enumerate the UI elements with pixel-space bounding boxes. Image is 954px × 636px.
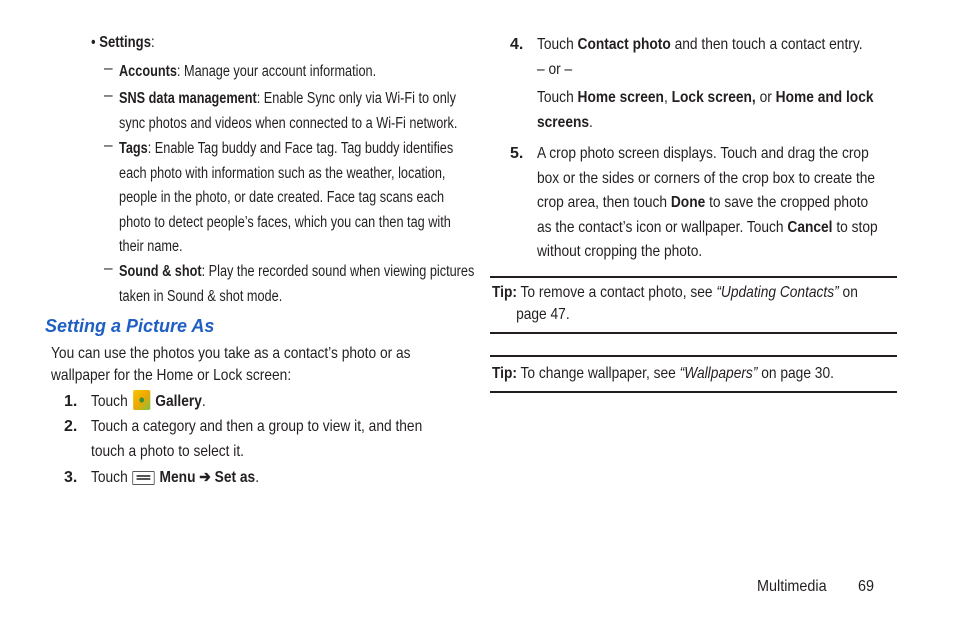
tip-2 bbox=[492, 363, 890, 385]
item-title: Accounts bbox=[119, 63, 177, 80]
tip-text: page 47. bbox=[516, 306, 570, 323]
item-desc-line: taken in Sound & shot mode. bbox=[119, 287, 283, 305]
step-number: 4. bbox=[510, 36, 524, 53]
settings-colon: : bbox=[151, 34, 155, 51]
gallery-icon bbox=[133, 390, 150, 410]
page-number bbox=[858, 578, 876, 596]
dash: – bbox=[104, 137, 113, 154]
done-label: Done bbox=[670, 194, 706, 211]
tip-label: Tip: bbox=[492, 284, 517, 301]
item-desc-line: photo to detect people’s faces, which you can then tag with bbox=[119, 213, 451, 231]
tip-text: To remove a contact photo, see bbox=[516, 284, 717, 301]
item-desc-line: their name. bbox=[119, 238, 183, 255]
lock-screen-label: Lock screen, bbox=[671, 89, 756, 106]
step-text: touch a photo to select it. bbox=[91, 442, 244, 460]
step-text: Touch a category and then a group to view it, and then bbox=[91, 418, 423, 435]
item-desc-line: sync photos and videos when connected to a Wi-Fi network. bbox=[119, 114, 458, 132]
contact-photo-label: Contact photo bbox=[577, 36, 671, 53]
arrow-icon: ➔ bbox=[199, 469, 211, 486]
or-separator: – or – bbox=[537, 60, 573, 78]
item-desc: : Enable Sync only via Wi-Fi to only bbox=[256, 90, 456, 107]
step-text: Touch bbox=[91, 469, 128, 486]
tip-reference: “Wallpapers” bbox=[679, 365, 758, 382]
intro-line: You can use the photos you take as a contact’s photo or as bbox=[51, 345, 411, 362]
item-desc: : Play the recorded sound when viewing pictures bbox=[201, 263, 475, 280]
dash: – bbox=[104, 60, 113, 77]
punct: , bbox=[663, 89, 672, 106]
page-number-text: 69 bbox=[858, 578, 875, 595]
item-desc-line: each photo with information such as the weather, location, bbox=[119, 164, 446, 182]
step-text: without cropping the photo. bbox=[537, 243, 703, 260]
footer-section-text: Multimedia bbox=[757, 578, 827, 595]
intro-paragraph bbox=[51, 343, 469, 387]
step-number: 3. bbox=[64, 469, 78, 486]
tip-rule-bottom bbox=[490, 332, 897, 334]
section-heading: Setting a Picture As bbox=[45, 316, 215, 336]
cancel-label: Cancel bbox=[787, 218, 833, 236]
screens-label: screens bbox=[537, 113, 590, 131]
settings-label: Settings bbox=[99, 34, 152, 51]
dash: – bbox=[104, 260, 113, 277]
tip-text: on page 30. bbox=[757, 365, 834, 382]
step-number: 2. bbox=[64, 418, 78, 435]
step-number: 5. bbox=[510, 145, 524, 162]
menu-icon bbox=[132, 471, 154, 485]
item-desc: : Manage your account information. bbox=[176, 63, 377, 80]
step-text: A crop photo screen displays. Touch and drag the crop bbox=[537, 145, 869, 162]
step-text: Touch bbox=[91, 393, 128, 410]
tip-text: on bbox=[838, 284, 858, 301]
step-text: and then touch a contact entry. bbox=[670, 36, 863, 53]
dash: – bbox=[104, 87, 113, 104]
tip-rule-bottom bbox=[490, 391, 897, 393]
tip-rule-top bbox=[490, 276, 897, 278]
step-text: Touch bbox=[537, 36, 578, 53]
tip-label: Tip: bbox=[492, 365, 517, 382]
item-desc: : Enable Tag buddy and Face tag. Tag buddy identifies bbox=[147, 140, 454, 157]
item-title: SNS data management bbox=[119, 90, 257, 107]
intro-line: wallpaper for the Home or Lock screen: bbox=[51, 367, 292, 384]
home-lock-label: Home and lock bbox=[775, 89, 874, 106]
home-screen-label: Home screen bbox=[577, 89, 664, 106]
tip-reference: “Updating Contacts” bbox=[716, 284, 839, 301]
footer-section-name bbox=[757, 578, 834, 596]
item-desc-line: people in the photo, or date created. Face tag scans each bbox=[119, 189, 445, 206]
step-text: crop area, then touch bbox=[537, 194, 671, 211]
menu-label: Menu bbox=[159, 469, 196, 486]
right-column bbox=[490, 0, 898, 636]
punct: . bbox=[255, 469, 260, 486]
step-text: as the contact’s icon or wallpaper. Touch bbox=[537, 218, 788, 236]
punct: . bbox=[201, 393, 206, 410]
left-column bbox=[0, 0, 475, 636]
tip-1 bbox=[492, 282, 917, 326]
step-text: or bbox=[755, 89, 776, 106]
step-text: to save the cropped photo bbox=[705, 194, 869, 211]
step-text: Touch bbox=[537, 89, 578, 106]
tip-text: To change wallpaper, see bbox=[516, 365, 680, 382]
settings-bullet: • Settings: bbox=[91, 34, 155, 51]
item-title: Tags bbox=[119, 140, 148, 157]
set-as-label: Set as bbox=[214, 469, 256, 486]
punct: . bbox=[589, 113, 593, 131]
gallery-label: Gallery bbox=[155, 393, 202, 410]
item-title: Sound & shot bbox=[119, 263, 202, 280]
step-text: box or the sides or corners of the crop box to create the bbox=[537, 169, 876, 187]
step-number: 1. bbox=[64, 393, 78, 410]
tip-rule-top bbox=[490, 355, 897, 357]
step-text: to stop bbox=[832, 218, 878, 236]
